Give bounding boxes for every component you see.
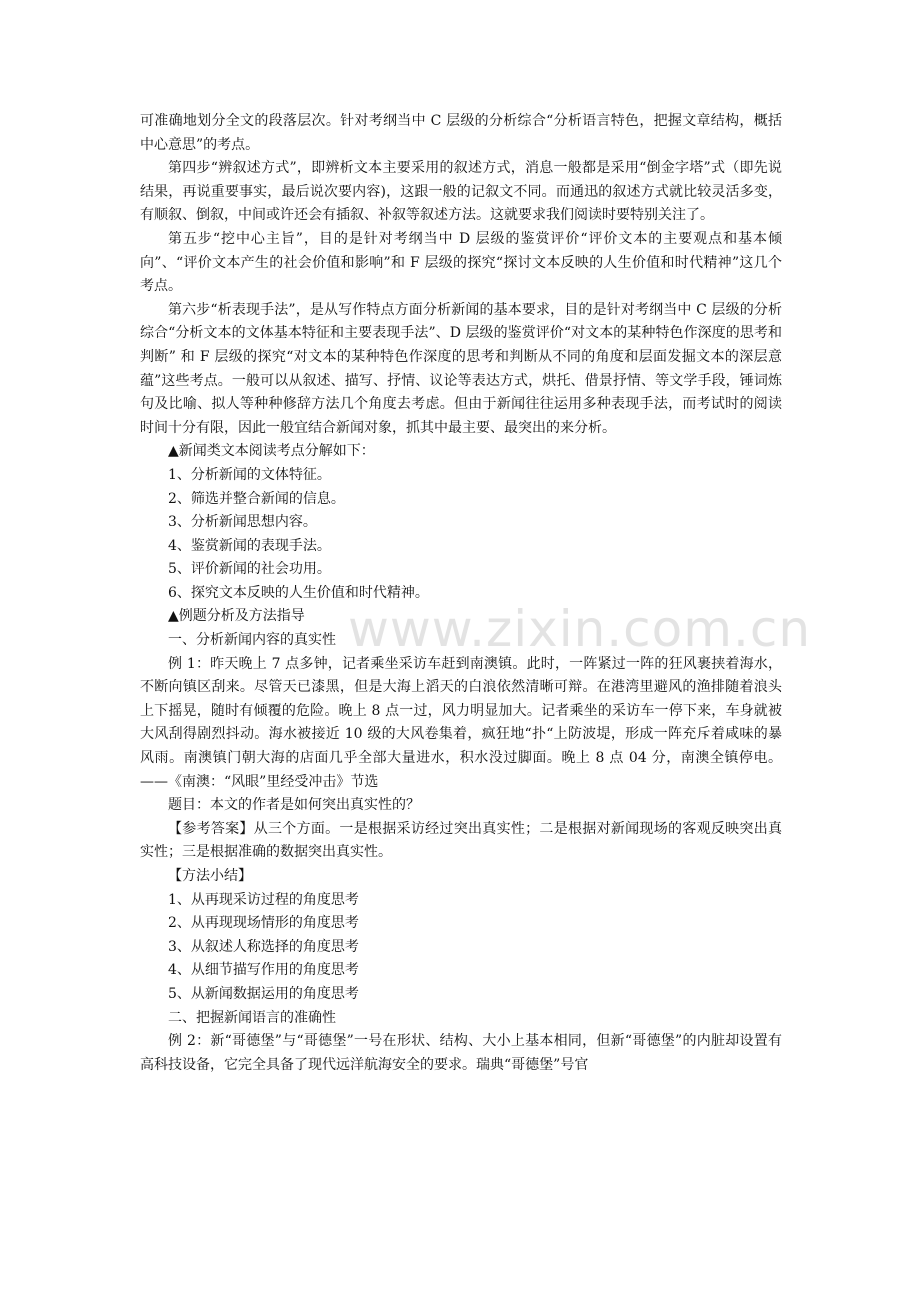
list-item: 5、从新闻数据运用的角度思考 [168, 985, 359, 1002]
list-item: 5、评价新闻的社会功用。 [168, 561, 331, 578]
list-item: 4、鉴赏新闻的表现手法。 [168, 537, 331, 554]
example-paragraph: 例 2：新“哥德堡”与“哥德堡”一号在形状、结构、大小上基本相同，但新“哥德堡”的内脏却设置有高科技设备，它完全具备了现代远洋航海安全的要求。瑞典“哥德堡”号官 [140, 1033, 782, 1073]
paragraph: 可准确地划分全文的段落层次。针对考纲当中 C 层级的分析综合“分析语言特色，把握文章结构，概括中心意思”的考点。 [140, 113, 782, 153]
list-item: 3、分析新闻思想内容。 [168, 514, 317, 531]
paragraph: 第五步“挖中心主旨”，目的是针对考纲当中 D 层级的鉴赏评价“评价文本的主要观点和基本倾向”、“评价文本产生的社会价值和影响”和 F 层级的探究“探讨文本反映的人生价值和时代精神”这几个考点。 [140, 230, 782, 295]
section-heading: 二、把握新闻语言的准确性 [168, 1009, 336, 1026]
question: 题目：本文的作者是如何突出真实性的？ [168, 797, 420, 814]
section-marker: ▲例题分析及方法指导 [168, 608, 305, 625]
paragraph: 第四步“辨叙述方式”，即辨析文本主要采用的叙述方式，消息一般都是采用“倒金字塔”式（即先说结果，再说重要事实，最后说次要内容)，这跟一般的记叙文不同。而通迅的叙述方式就比较灵活多变，有顺叙、倒叙，中间或许还会有插叙、补叙等叙述方法。这就要求我们阅读时要特别关注了。 [140, 160, 782, 224]
section-marker: ▲新闻类文本阅读考点分解如下： [168, 443, 375, 460]
list-item: 3、从叙述人称选择的角度思考 [168, 938, 359, 955]
paragraph: 第六步“析表现手法”，是从写作特点方面分析新闻的基本要求，目的是针对考纲当中 C 层级的分析综合“分析文本的文体基本特征和主要表现手法”、D 层级的鉴赏评价“对文本的某种特色作深度的思考和判断” 和 F 层级的探究“对文本的某种特色作深度的思考和判断从不同的角度和层面发掘文本的深层意蕴”这些考点。一般可以从叙述、描写、抒情、议论等表达方式，烘托、借景抒情、等文学手段，锤词炼句及比喻、拟人等种种修辞方法几个角度去考虑。但由于新闻往往运用多种表现手法，而考试时的阅读时间十分有限，因此一般宜结合新闻对象，抓其中最主要、最突出的来分析。 [140, 301, 782, 436]
reference-answer: 【参考答案】从三个方面。一是根据采访经过突出真实性；二是根据对新闻现场的客观反映突出真实性；三是根据准确的数据突出真实性。 [140, 820, 782, 861]
document-body [140, 110, 782, 1077]
list-item: 1、分析新闻的文体特征。 [168, 466, 331, 483]
list-item: 6、探究文本反映的人生价值和时代精神。 [168, 584, 429, 601]
list-item: 2、从再现现场情形的角度思考 [168, 915, 359, 932]
watermark: www.zixin.com.cn [348, 600, 812, 658]
list-item: 1、从再现采访过程的角度思考 [168, 891, 359, 908]
example-paragraph: 例 1：昨天晚上 7 点多钟，记者乘坐采访车赶到南澳镇。此时，一阵紧过一阵的狂风裹挟着海水，不断向镇区刮来。尽管天已漆黑，但是大海上滔天的白浪依然清晰可辩。在港湾里避风的渔排随着浪头上下摇晃，随时有倾覆的危险。晚上 8 点一过，风力明显加大。记者乘坐的采访车一停下来，车身就被大风刮得剧烈抖动。海水被接近 10 级的大风卷集着，疯狂地“扑“上防波堤，形成一阵充斥着咸味的暴风雨。南澳镇门朝大海的店面几乎全部大量进水，积水没过脚面。晚上 8 点 04 分，南澳全镇停电。——《南澳：“风眼”里经受冲击》节选 [140, 655, 782, 790]
list-item: 4、从细节描写作用的角度思考 [168, 962, 359, 979]
list-item: 2、筛选并整合新闻的信息。 [168, 490, 345, 507]
method-summary-heading: 【方法小结】 [168, 868, 252, 884]
section-heading: 一、分析新闻内容的真实性 [168, 632, 336, 649]
